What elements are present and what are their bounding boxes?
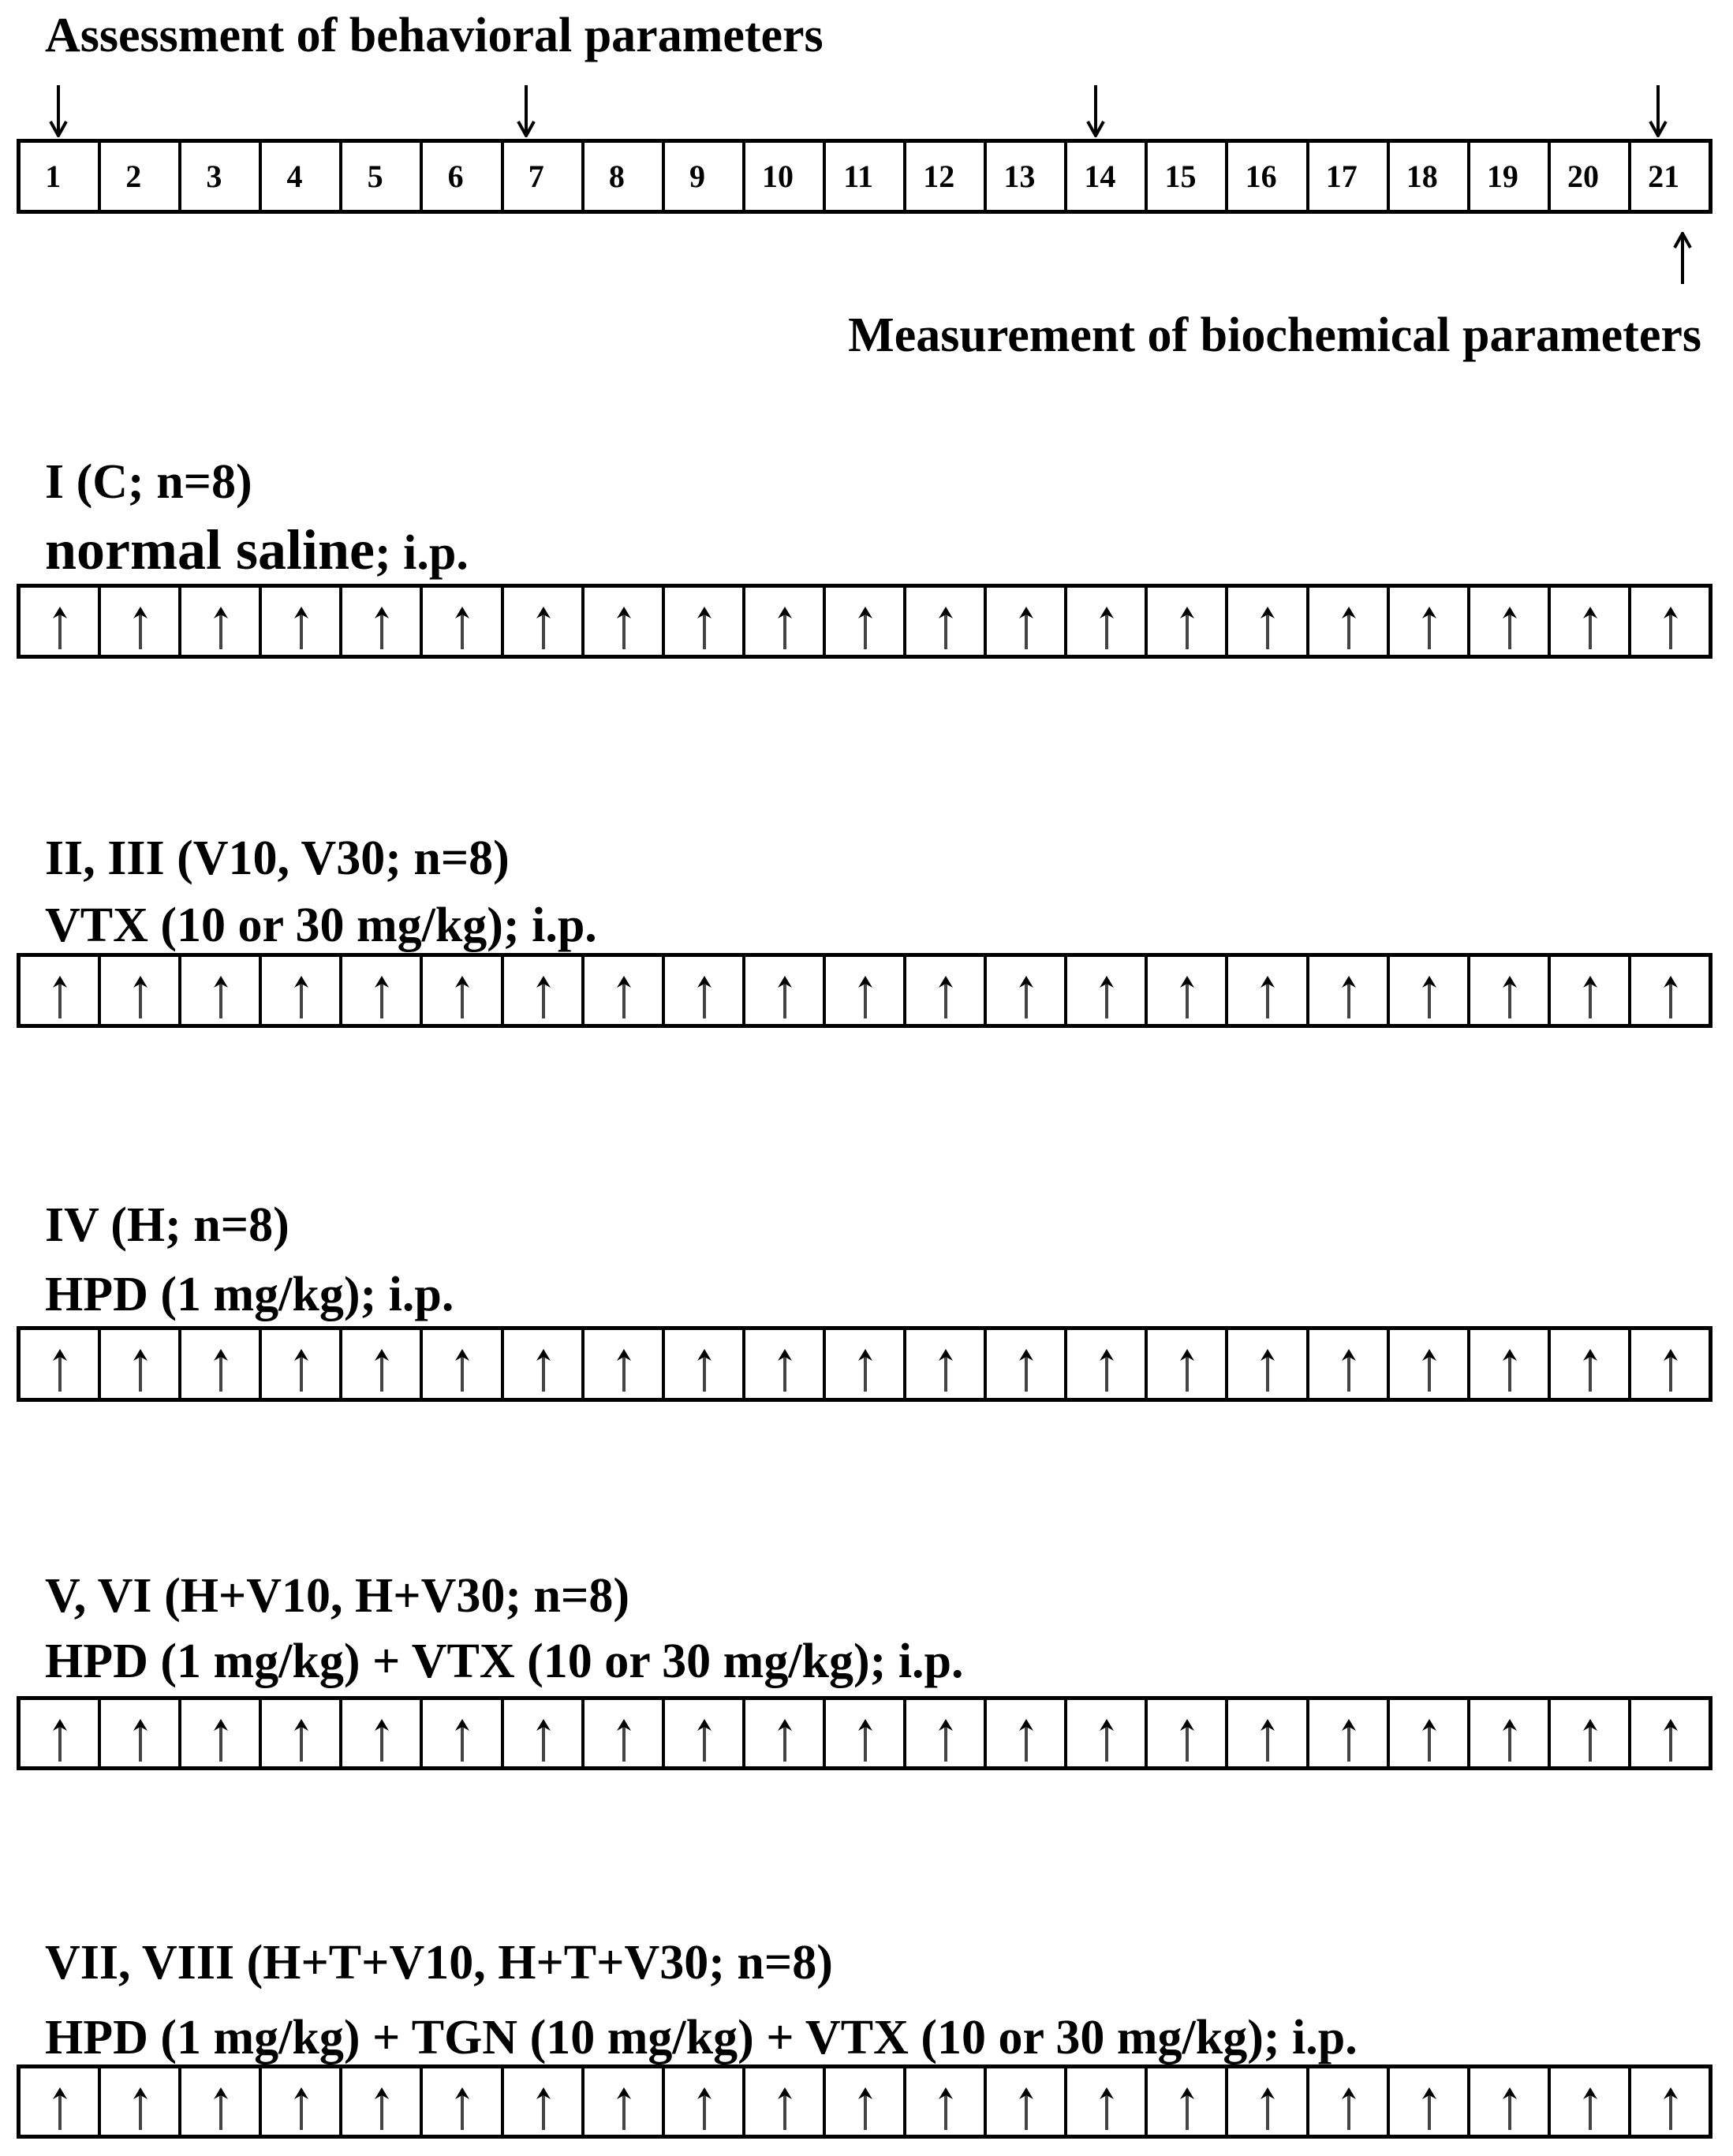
dose-cell: [21, 1330, 98, 1398]
dose-cell: [501, 1330, 581, 1398]
up-arrow-icon: [1258, 974, 1277, 1018]
dose-cell: [823, 957, 903, 1024]
up-arrow-icon: [695, 1347, 714, 1392]
up-arrow-icon: [856, 1717, 875, 1762]
dose-cell: [662, 588, 742, 655]
dose-cell: [1225, 2068, 1305, 2135]
up-arrow-icon: [856, 1347, 875, 1392]
dose-cell: [501, 1700, 581, 1766]
up-arrow-icon: [50, 1717, 69, 1762]
dose-cell: [420, 1330, 500, 1398]
dose-cell: [1145, 957, 1225, 1024]
up-arrow-icon: [856, 2086, 875, 2130]
dose-cell: [662, 957, 742, 1024]
dose-cell: [1387, 588, 1467, 655]
dosing-row: [17, 2064, 1712, 2139]
dose-cell: [21, 1700, 98, 1766]
dose-cell: [339, 588, 420, 655]
behavioral-assessment-label: Assessment of behavioral parameters: [45, 9, 824, 62]
dose-cell: [1064, 1700, 1145, 1766]
day-cell: [98, 143, 178, 210]
dosing-row: [17, 953, 1712, 1028]
dose-cell: [259, 1700, 339, 1766]
dose-cell: [984, 1700, 1064, 1766]
up-arrow-icon: [695, 974, 714, 1018]
dose-cell: [1306, 588, 1387, 655]
dose-cell: [1467, 588, 1548, 655]
dose-cell: [501, 957, 581, 1024]
up-arrow-icon: [1339, 974, 1358, 1018]
dose-cell: [420, 957, 500, 1024]
day-cell: [1064, 143, 1145, 210]
group-treatment: VTX (10 or 30 mg/kg); i.p.: [45, 899, 597, 952]
up-arrow-icon: [453, 605, 472, 649]
dose-cell: [1548, 1700, 1628, 1766]
up-arrow-icon: [453, 1717, 472, 1762]
dose-cell: [501, 2068, 581, 2135]
dose-cell: [1548, 588, 1628, 655]
up-arrow-icon: [695, 2086, 714, 2130]
day-number: 1: [45, 158, 62, 194]
day-cell: [1628, 143, 1709, 210]
down-arrow-icon: [517, 85, 536, 137]
dose-cell: [259, 1330, 339, 1398]
day-number: 16: [1245, 158, 1277, 194]
dose-cell: [742, 957, 823, 1024]
dose-cell: [98, 2068, 178, 2135]
up-arrow-icon: [695, 1717, 714, 1762]
up-arrow-icon: [534, 1347, 553, 1392]
dose-cell: [1628, 957, 1709, 1024]
treatment-name: normal saline: [45, 518, 375, 581]
up-arrow-icon: [372, 974, 391, 1018]
day-number: 9: [689, 158, 705, 194]
dose-cell: [98, 1700, 178, 1766]
up-arrow-icon: [372, 605, 391, 649]
up-arrow-icon: [936, 1347, 955, 1392]
day-timeline: [17, 139, 1712, 214]
up-arrow-icon: [1258, 605, 1277, 649]
up-arrow-icon: [1420, 605, 1439, 649]
up-arrow-icon: [534, 1717, 553, 1762]
up-arrow-icon: [695, 605, 714, 649]
dose-cell: [98, 1330, 178, 1398]
dose-cell: [259, 2068, 339, 2135]
dose-cell: [339, 1330, 420, 1398]
day-cell: [823, 143, 903, 210]
biochemical-measurement-label: Measurement of biochemical parameters: [848, 308, 1701, 362]
up-arrow-icon: [775, 1347, 794, 1392]
up-arrow-icon: [50, 2086, 69, 2130]
day-cell: [1387, 143, 1467, 210]
dose-cell: [1467, 957, 1548, 1024]
day-cell: [1548, 143, 1628, 210]
up-arrow-icon: [614, 974, 633, 1018]
up-arrow-icon: [1097, 605, 1116, 649]
dose-cell: [581, 1700, 662, 1766]
dose-cell: [98, 588, 178, 655]
dose-cell: [1628, 588, 1709, 655]
dose-cell: [1225, 1330, 1305, 1398]
up-arrow-icon: [50, 974, 69, 1018]
dosing-row: [17, 584, 1712, 659]
day-cell: [1225, 143, 1305, 210]
dose-cell: [1225, 588, 1305, 655]
up-arrow-icon: [1178, 1717, 1197, 1762]
up-arrow-icon: [1339, 605, 1358, 649]
dose-cell: [1387, 1330, 1467, 1398]
dose-cell: [1548, 1330, 1628, 1398]
dose-cell: [339, 1700, 420, 1766]
up-arrow-icon: [50, 1347, 69, 1392]
up-arrow-icon: [534, 605, 553, 649]
dose-cell: [1387, 957, 1467, 1024]
day-cell: [1467, 143, 1548, 210]
dose-cell: [1387, 2068, 1467, 2135]
up-arrow-icon: [1420, 2086, 1439, 2130]
up-arrow-icon: [1258, 1347, 1277, 1392]
up-arrow-icon: [614, 1717, 633, 1762]
dose-cell: [1628, 1330, 1709, 1398]
dose-cell: [984, 588, 1064, 655]
group-treatment: HPD (1 mg/kg) + TGN (10 mg/kg) + VTX (10 or 30 mg/kg); i.p.: [45, 2011, 1358, 2064]
up-arrow-icon: [131, 1347, 150, 1392]
dose-cell: [581, 2068, 662, 2135]
dose-cell: [1064, 957, 1145, 1024]
day-number: 13: [1003, 158, 1036, 194]
up-arrow-icon: [453, 974, 472, 1018]
dose-cell: [984, 1330, 1064, 1398]
up-arrow-icon: [1420, 1347, 1439, 1392]
day-cell: [984, 143, 1064, 210]
up-arrow-icon: [614, 1347, 633, 1392]
up-arrow-icon: [292, 974, 311, 1018]
up-arrow-icon: [1017, 1347, 1036, 1392]
up-arrow-icon: [1661, 605, 1680, 649]
up-arrow-icon: [936, 2086, 955, 2130]
up-arrow-icon: [1339, 2086, 1358, 2130]
up-arrow-icon: [1339, 1347, 1358, 1392]
up-arrow-icon: [1673, 232, 1692, 284]
up-arrow-icon: [775, 974, 794, 1018]
up-arrow-icon: [1661, 2086, 1680, 2130]
up-arrow-icon: [131, 974, 150, 1018]
up-arrow-icon: [1178, 974, 1197, 1018]
day-number: 5: [367, 158, 383, 194]
dose-cell: [662, 1330, 742, 1398]
dose-cell: [742, 1330, 823, 1398]
day-cell: [903, 143, 984, 210]
up-arrow-icon: [614, 2086, 633, 2130]
up-arrow-icon: [1581, 2086, 1600, 2130]
up-arrow-icon: [1097, 1347, 1116, 1392]
dose-cell: [1467, 1330, 1548, 1398]
up-arrow-icon: [1178, 2086, 1197, 2130]
up-arrow-icon: [534, 974, 553, 1018]
up-arrow-icon: [1500, 1717, 1519, 1762]
dose-cell: [1548, 957, 1628, 1024]
day-number: 20: [1567, 158, 1599, 194]
day-number: 4: [286, 158, 303, 194]
dose-cell: [259, 957, 339, 1024]
group-label: II, III (V10, V30; n=8): [45, 831, 510, 885]
dose-cell: [420, 1700, 500, 1766]
up-arrow-icon: [936, 605, 955, 649]
dose-cell: [1387, 1700, 1467, 1766]
dose-cell: [420, 2068, 500, 2135]
up-arrow-icon: [1500, 2086, 1519, 2130]
up-arrow-icon: [1017, 974, 1036, 1018]
up-arrow-icon: [856, 605, 875, 649]
dose-cell: [178, 1330, 259, 1398]
up-arrow-icon: [453, 2086, 472, 2130]
day-number: 18: [1406, 158, 1438, 194]
dose-cell: [1467, 1700, 1548, 1766]
dose-cell: [1064, 2068, 1145, 2135]
treatment-route: ; i.p.: [375, 526, 469, 580]
dose-cell: [1548, 2068, 1628, 2135]
group-treatment: HPD (1 mg/kg); i.p.: [45, 1268, 454, 1321]
dose-cell: [581, 1330, 662, 1398]
day-cell: [21, 143, 98, 210]
group-treatment: [45, 518, 469, 581]
up-arrow-icon: [1661, 974, 1680, 1018]
day-cell: [178, 143, 259, 210]
up-arrow-icon: [372, 1347, 391, 1392]
dosing-row: [17, 1326, 1712, 1402]
up-arrow-icon: [131, 2086, 150, 2130]
up-arrow-icon: [1258, 2086, 1277, 2130]
day-number: 11: [843, 158, 874, 194]
dose-cell: [823, 1330, 903, 1398]
up-arrow-icon: [1661, 1717, 1680, 1762]
day-number: 6: [447, 158, 464, 194]
dose-cell: [1306, 1330, 1387, 1398]
dose-cell: [823, 2068, 903, 2135]
dose-cell: [1628, 2068, 1709, 2135]
up-arrow-icon: [936, 1717, 955, 1762]
dose-cell: [1306, 1700, 1387, 1766]
up-arrow-icon: [372, 1717, 391, 1762]
dose-cell: [21, 2068, 98, 2135]
down-arrow-icon: [1649, 85, 1668, 137]
up-arrow-icon: [1420, 974, 1439, 1018]
up-arrow-icon: [1017, 2086, 1036, 2130]
day-cell: [339, 143, 420, 210]
up-arrow-icon: [292, 605, 311, 649]
dose-cell: [742, 2068, 823, 2135]
up-arrow-icon: [534, 2086, 553, 2130]
day-cell: [420, 143, 500, 210]
dosing-row: [17, 1696, 1712, 1770]
day-number: 12: [923, 158, 955, 194]
up-arrow-icon: [131, 1717, 150, 1762]
day-cell: [1145, 143, 1225, 210]
dose-cell: [903, 588, 984, 655]
dose-cell: [903, 1700, 984, 1766]
group-label: IV (H; n=8): [45, 1198, 289, 1252]
dose-cell: [1628, 1700, 1709, 1766]
day-number: 19: [1486, 158, 1518, 194]
dose-cell: [1225, 957, 1305, 1024]
up-arrow-icon: [1500, 974, 1519, 1018]
dose-cell: [1064, 588, 1145, 655]
dose-cell: [178, 957, 259, 1024]
up-arrow-icon: [775, 1717, 794, 1762]
up-arrow-icon: [1339, 1717, 1358, 1762]
dose-cell: [21, 588, 98, 655]
day-cell: [501, 143, 581, 210]
up-arrow-icon: [1097, 2086, 1116, 2130]
day-number: 3: [206, 158, 222, 194]
dose-cell: [1467, 2068, 1548, 2135]
dose-cell: [420, 588, 500, 655]
group-label: I (C; n=8): [45, 455, 252, 509]
up-arrow-icon: [1097, 1717, 1116, 1762]
day-cell: [742, 143, 823, 210]
up-arrow-icon: [50, 605, 69, 649]
up-arrow-icon: [1178, 1347, 1197, 1392]
up-arrow-icon: [211, 1347, 230, 1392]
up-arrow-icon: [1581, 1347, 1600, 1392]
day-number: 17: [1325, 158, 1358, 194]
dose-cell: [903, 957, 984, 1024]
dose-cell: [178, 588, 259, 655]
up-arrow-icon: [775, 2086, 794, 2130]
day-cell: [259, 143, 339, 210]
dose-cell: [178, 2068, 259, 2135]
dose-cell: [1145, 588, 1225, 655]
up-arrow-icon: [131, 605, 150, 649]
up-arrow-icon: [292, 2086, 311, 2130]
up-arrow-icon: [211, 1717, 230, 1762]
dose-cell: [501, 588, 581, 655]
dose-cell: [21, 957, 98, 1024]
day-number: 21: [1648, 158, 1680, 194]
dose-cell: [339, 957, 420, 1024]
up-arrow-icon: [453, 1347, 472, 1392]
up-arrow-icon: [1097, 974, 1116, 1018]
dose-cell: [742, 588, 823, 655]
up-arrow-icon: [1500, 605, 1519, 649]
group-label: V, VI (H+V10, H+V30; n=8): [45, 1569, 629, 1623]
up-arrow-icon: [1258, 1717, 1277, 1762]
dose-cell: [581, 588, 662, 655]
up-arrow-icon: [1500, 1347, 1519, 1392]
down-arrow-icon: [1086, 85, 1105, 137]
up-arrow-icon: [211, 974, 230, 1018]
dose-cell: [823, 588, 903, 655]
day-number: 2: [125, 158, 142, 194]
up-arrow-icon: [1581, 1717, 1600, 1762]
dose-cell: [662, 2068, 742, 2135]
dose-cell: [662, 1700, 742, 1766]
dose-cell: [339, 2068, 420, 2135]
dose-cell: [1064, 1330, 1145, 1398]
dose-cell: [823, 1700, 903, 1766]
day-cell: [581, 143, 662, 210]
up-arrow-icon: [1420, 1717, 1439, 1762]
dose-cell: [1306, 2068, 1387, 2135]
dose-cell: [984, 957, 1064, 1024]
up-arrow-icon: [936, 974, 955, 1018]
up-arrow-icon: [211, 605, 230, 649]
dose-cell: [903, 1330, 984, 1398]
dose-cell: [178, 1700, 259, 1766]
down-arrow-icon: [49, 85, 68, 137]
up-arrow-icon: [1581, 605, 1600, 649]
day-cell: [1306, 143, 1387, 210]
dose-cell: [581, 957, 662, 1024]
group-treatment: HPD (1 mg/kg) + VTX (10 or 30 mg/kg); i.p.: [45, 1635, 964, 1688]
up-arrow-icon: [775, 605, 794, 649]
dose-cell: [984, 2068, 1064, 2135]
up-arrow-icon: [614, 605, 633, 649]
dose-cell: [903, 2068, 984, 2135]
up-arrow-icon: [856, 974, 875, 1018]
dose-cell: [1145, 1330, 1225, 1398]
up-arrow-icon: [372, 2086, 391, 2130]
dose-cell: [98, 957, 178, 1024]
up-arrow-icon: [1661, 1347, 1680, 1392]
dose-cell: [259, 588, 339, 655]
up-arrow-icon: [292, 1717, 311, 1762]
dose-cell: [1145, 2068, 1225, 2135]
up-arrow-icon: [1178, 605, 1197, 649]
dose-cell: [1145, 1700, 1225, 1766]
dose-cell: [1306, 957, 1387, 1024]
dose-cell: [742, 1700, 823, 1766]
day-cell: [662, 143, 742, 210]
day-number: 7: [528, 158, 544, 194]
day-number: 8: [608, 158, 625, 194]
up-arrow-icon: [1581, 974, 1600, 1018]
up-arrow-icon: [211, 2086, 230, 2130]
group-label: VII, VIII (H+T+V10, H+T+V30; n=8): [45, 1936, 833, 1990]
day-number: 15: [1164, 158, 1197, 194]
dose-cell: [1225, 1700, 1305, 1766]
up-arrow-icon: [1017, 1717, 1036, 1762]
up-arrow-icon: [1017, 605, 1036, 649]
day-number: 10: [762, 158, 794, 194]
up-arrow-icon: [292, 1347, 311, 1392]
day-number: 14: [1084, 158, 1116, 194]
